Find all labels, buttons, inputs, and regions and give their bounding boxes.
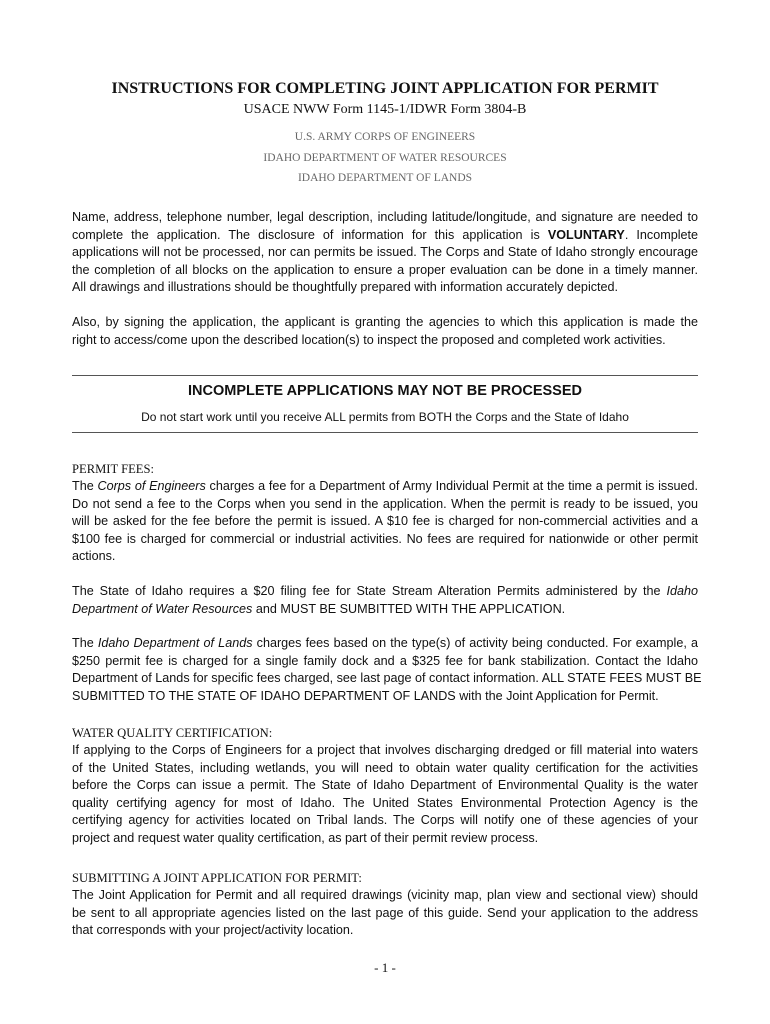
text-line: $100 fee is charged for commercial or industrial activities. No fees are required for nationwide or other permit — [72, 531, 698, 546]
permit-fees-heading: PERMIT FEES: — [72, 462, 154, 476]
text-line: project and request water quality certification, as part of their permit review process. — [72, 830, 539, 845]
agency-corps: U.S. ARMY CORPS OF ENGINEERS — [294, 131, 476, 143]
text-line: before the Corps can issue a permit. The State of Idaho Department of Environmental Quality is the water — [72, 778, 698, 792]
agency-idwr: IDAHO DEPARTMENT OF WATER RESOURCES — [263, 152, 507, 164]
text-line: quality certifying agency for most of Idaho. The United States Environmental Protection Agency is the — [72, 795, 698, 810]
idl-fees-paragraph — [72, 635, 702, 705]
text-line: The Idaho Department of Lands charges fees based on the type(s) of activity being conducted. For example, a — [72, 636, 698, 650]
text-line: Do not send a fee to the Corps when you send in the application. When the permit is ready to be issued, you — [72, 496, 698, 511]
text-line: will be asked for the fee before the permit is issued. A $10 fee is charged for non-commercial activities and a — [72, 514, 698, 528]
text-line: Department of Lands for specific fees charged, see last page of contact information. ALL STATE FEES MUST BE — [72, 671, 702, 685]
text-line: certifying agency for activities located on Tribal lands. The Corps will notify one of these agencies of your — [72, 813, 698, 827]
page-number: - 1 - — [374, 960, 396, 975]
text-line: that corresponds with your project/activity location. — [72, 923, 354, 937]
text-line: All drawings and illustrations should be thoughtfully prepared with information accurately depicted. — [72, 280, 619, 294]
incomplete-notice-title: INCOMPLETE APPLICATIONS MAY NOT BE PROCESSED — [188, 383, 582, 399]
text-line: Name, address, telephone number, legal description, including latitude/longitude, and signature are needed to — [72, 210, 698, 224]
signing-paragraph — [72, 314, 698, 349]
water-quality-paragraph — [72, 742, 698, 847]
submitting-paragraph — [72, 887, 698, 940]
text-line: complete the application. The disclosure of information for this application is VOLUNTARY. Incomplete — [72, 227, 698, 242]
text-line: SUBMITTED TO THE STATE OF IDAHO DEPARTMENT OF LANDS with the Joint Application for Permit. — [72, 688, 659, 703]
divider-bottom — [72, 432, 698, 433]
water-quality-heading: WATER QUALITY CERTIFICATION: — [72, 726, 273, 740]
text-line: If applying to the Corps of Engineers for a project that involves discharging dredged or fill material into waters — [72, 743, 698, 757]
idwr-fees-paragraph — [72, 583, 698, 618]
text-line: right to access/come upon the described location(s) to inspect the proposed and completed work activities. — [72, 332, 666, 347]
text-line: the completion of all blocks on the application to ensure a proper evaluation can be done in a timely manner. — [72, 262, 698, 277]
document-title: INSTRUCTIONS FOR COMPLETING JOINT APPLICATION FOR PERMIT — [111, 80, 659, 97]
text-line: The Corps of Engineers charges a fee for a Department of Army Individual Permit at the time a permit is issued. — [72, 479, 699, 493]
divider-top — [72, 375, 698, 376]
agency-idl: IDAHO DEPARTMENT OF LANDS — [297, 172, 473, 184]
text-line: be sent to all appropriate agencies listed on the last page of this guide. Send your application to the address — [72, 905, 698, 920]
corps-fees-paragraph — [72, 478, 698, 566]
text-line: actions. — [72, 549, 116, 563]
intro-paragraph — [72, 209, 698, 297]
submitting-heading: SUBMITTING A JOINT APPLICATION FOR PERMIT: — [72, 871, 362, 885]
text-line: of the United States, including wetlands, you will need to obtain water quality certification for the activities — [72, 760, 698, 775]
text-line: applications will not be processed, nor can permits be issued. The Corps and State of Idaho strongly encourage — [72, 245, 698, 259]
text-line: Department of Water Resources and MUST BE SUMBITTED WITH THE APPLICATION. — [72, 601, 566, 616]
text-line: $250 permit fee is charged for a single family dock and a $325 fee for bank stabilization. Contact the Idaho — [72, 653, 698, 668]
text-line: The Joint Application for Permit and all required drawings (vicinity map, plan view and sectional view) should — [72, 888, 698, 902]
text-line: The State of Idaho requires a $20 filing fee for State Stream Alteration Permits administered by the Idaho — [72, 584, 698, 598]
form-number: USACE NWW Form 1145-1/IDWR Form 3804-B — [243, 102, 527, 117]
voluntary-text: VOLUNTARY — [547, 227, 625, 242]
incomplete-notice-subtitle: Do not start work until you receive ALL permits from BOTH the Corps and the State of Idaho — [141, 410, 629, 424]
text-line: Also, by signing the application, the applicant is granting the agencies to which this application is made the — [72, 315, 698, 329]
